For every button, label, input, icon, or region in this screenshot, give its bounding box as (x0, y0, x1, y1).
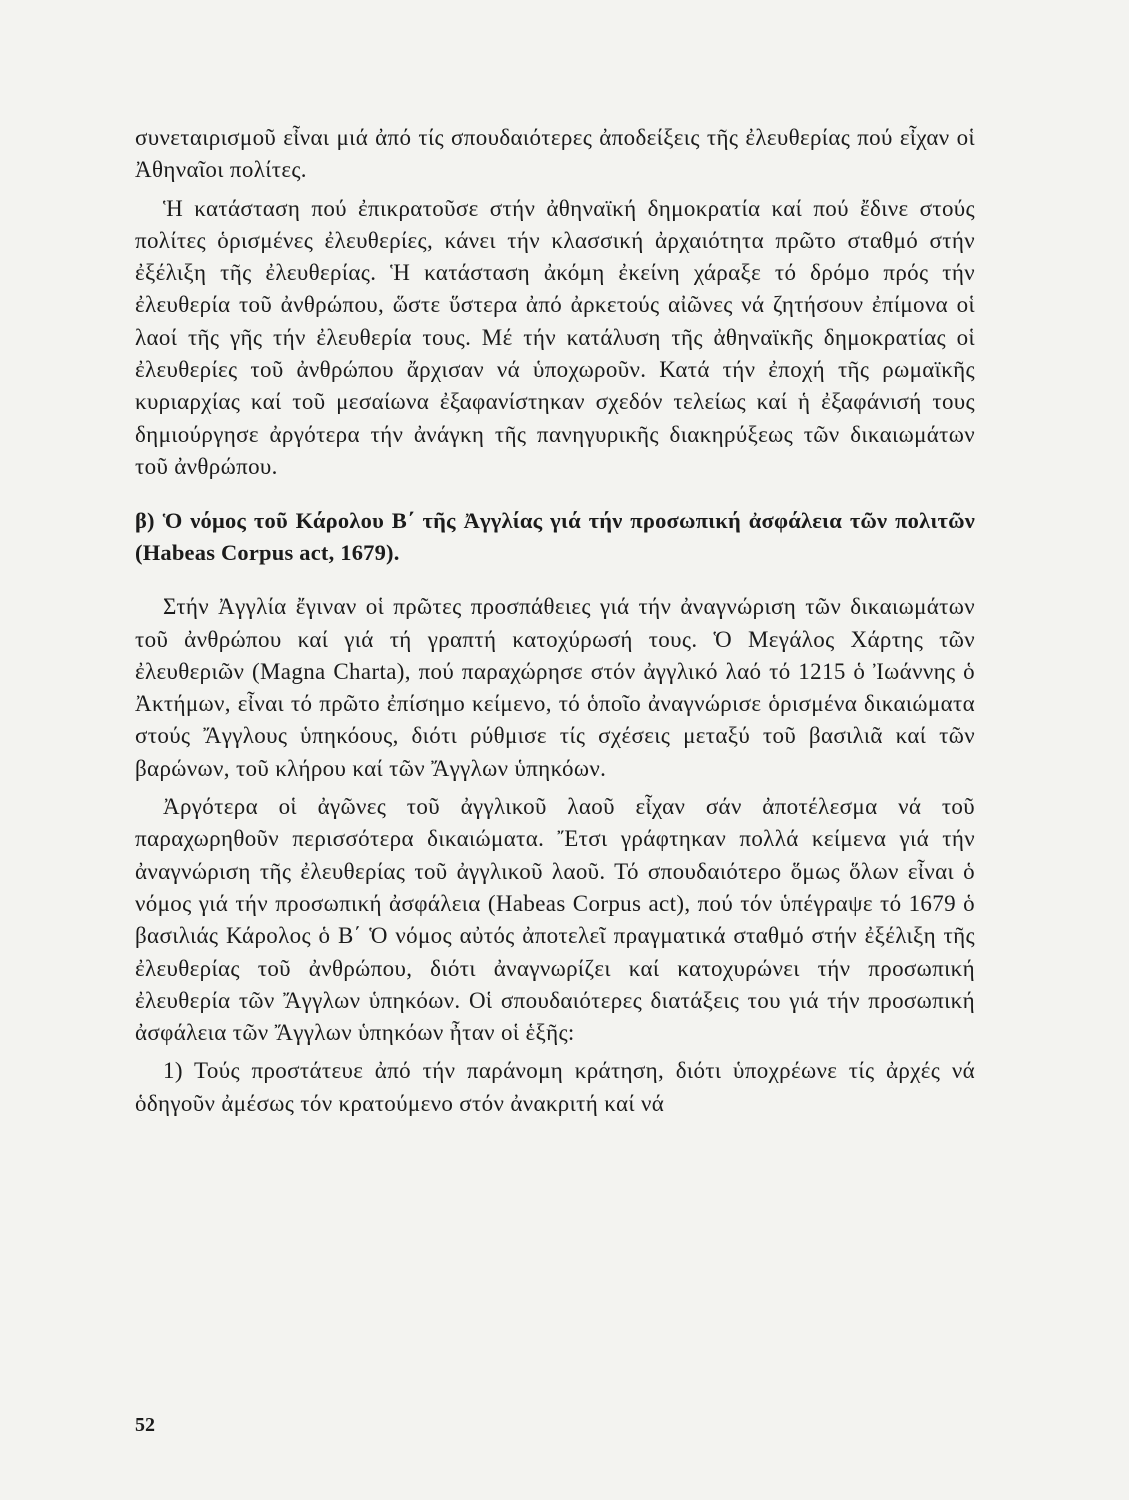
paragraph-magna-charta: Στήν Ἀγγλία ἔγιναν οἱ πρῶτες προσπάθειες γιά τήν ἀναγνώριση τῶν δικαιωμάτων τοῦ ἀνθρώπου καί γιά τή γραπτή κατοχύρωσή τους. Ὁ Μεγάλος Χάρτης τῶν ἐλευθεριῶν (Magna Charta), πού παραχώρησε στόν ἀγγλικό λαό τό 1215 ὁ Ἰωάννης ὁ Ἀκτήμων, εἶναι τό πρῶτο ἐπίσημο κείμενο, τό ὁποῖο ἀναγνώρισε ὁρισμένα δικαιώματα στούς Ἄγγλους ὑπηκόους, διότι ρύθμισε τίς σχέσεις μεταξύ τοῦ βασιλιᾶ καί τῶν βαρώνων, τοῦ κλήρου καί τῶν Ἄγγλων ὑπηκόων. (135, 594, 975, 781)
paragraph-habeas-corpus: Ἀργότερα οἱ ἀγῶνες τοῦ ἀγγλικοῦ λαοῦ εἶχαν σάν ἀποτέλεσμα νά τοῦ παραχωρηθοῦν περισσότερα δικαιώματα. Ἔτσι γράφτηκαν πολλά κείμενα γιά τήν ἀναγνώριση τῆς ἐλευθερίας τοῦ ἀγγλικοῦ λαοῦ. Τό σπουδαιότερο ὅμως ὅλων εἶναι ὁ νόμος γιά τήν προσωπική ἀσφάλεια (Habeas Corpus act), πού τόν ὑπέγραψε τό 1679 ὁ βασιλιάς Κάρολος ὁ Β΄ Ὁ νόμος αὐτός ἀποτελεῖ πραγματικά σταθμό στήν ἐξέλιξη τῆς ἐλευθερίας τοῦ ἀνθρώπου, διότι ἀναγνωρίζει καί κατοχυρώνει τήν προσωπική ἐλευθερία τῶν Ἄγγλων ὑπηκόων. Οἱ σπουδαιότερες διατάξεις του γιά τήν προσωπική ἀσφάλεια τῶν Ἄγγλων ὑπηκόων ἦταν οἱ ἑξῆς: (135, 794, 975, 1046)
paragraph-provision-1: 1) Τούς προστάτευε ἀπό τήν παράνομη κράτηση, διότι ὑποχρέωνε τίς ἀρχές νά ὁδηγοῦν ἀμέσως τόν κρατούμενο στόν ἀνακριτή καί νά (135, 1058, 975, 1116)
body-text (135, 122, 975, 1126)
paragraph-continuation: συνεταιρισμοῦ εἶναι μιά ἀπό τίς σπουδαιότερες ἀποδείξεις τῆς ἐλευθερίας πού εἶχαν οἱ Ἀθηναῖοι πολίτες. (135, 125, 975, 183)
page-number: 52 (135, 1414, 155, 1436)
paragraph-athenian-democracy: Ἡ κατάσταση πού ἐπικρατοῦσε στήν ἀθηναϊκή δημοκρατία καί πού ἔδινε στούς πολίτες ὁρισμένες ἐλευθερίες, κάνει τήν κλασσική ἀρχαιότητα πρῶτο σταθμό στήν ἐξέλιξη τῆς ἐλευθερίας. Ἡ κατάσταση ἀκόμη ἐκείνη χάραξε τό δρόμο πρός τήν ἐλευθερία τοῦ ἀνθρώπου, ὥστε ὕστερα ἀπό ἀρκετούς αἰῶνες νά ζητήσουν ἐπίμονα οἱ λαοί τῆς γῆς τήν ἐλευθερία τους. Μέ τήν κατάλυση τῆς ἀθηναϊκῆς δημοκρατίας οἱ ἐλευθερίες τοῦ ἀνθρώπου ἄρχισαν νά ὑποχωροῦν. Κατά τήν ἐποχή τῆς ρωμαϊκῆς κυριαρχίας καί τοῦ μεσαίωνα ἐξαφανίστηκαν σχεδόν τελείως καί ἡ ἐξαφάνισή τους δημιούργησε ἀργότερα τήν ἀνάγκη τῆς πανηγυρικῆς διακηρύξεως τῶν δικαιωμάτων τοῦ ἀνθρώπου. (135, 195, 975, 479)
section-heading: β) Ὁ νόμος τοῦ Κάρολου Β΄ τῆς Ἀγγλίας γιά τήν προσωπική ἀσφάλεια τῶν πολιτῶν (Habeas Corpus act, 1679). (135, 508, 975, 566)
